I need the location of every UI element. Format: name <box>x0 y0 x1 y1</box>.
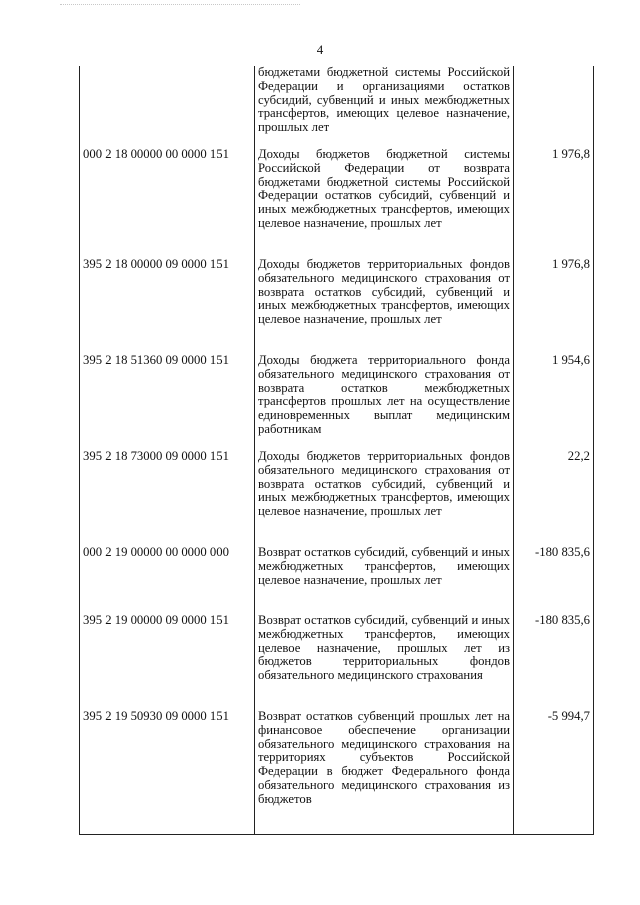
revenue-name-cell: Возврат остатков субвенций прошлых лет на финансовое обеспечение организации обязательного медицинского страхования на территориях субъектов Российской Федерации в бюджет Федерального фонда обязательного медицинского страхования из бюджетов <box>255 710 514 834</box>
scan-artifact-line <box>60 4 300 6</box>
amount-cell: 22,2 <box>514 450 594 546</box>
budget-code-cell: 395 2 18 51360 09 0000 151 <box>80 354 255 450</box>
revenue-name-cell: бюджетами бюджетной системы Российской Федерации и организациями остатков субсидий, субвенций и иных межбюджетных трансфертов, имеющих целевое назначение, прошлых лет <box>255 66 514 148</box>
table-row <box>80 614 594 710</box>
page-number: 4 <box>316 42 324 57</box>
revenue-name-cell: Доходы бюджетов территориальных фондов обязательного медицинского страхования от возврата остатков субсидий, субвенций и иных межбюджетных трансфертов, имеющих целевое назначение, прошлых лет <box>255 450 514 546</box>
budget-code-cell: 395 2 18 00000 09 0000 151 <box>80 258 255 354</box>
revenue-name-cell: Возврат остатков субсидий, субвенций и иных межбюджетных трансфертов, имеющих целевое назначение, прошлых лет <box>255 546 514 614</box>
budget-code-cell <box>80 66 255 148</box>
budget-code-cell: 395 2 19 50930 09 0000 151 <box>80 710 255 834</box>
table-row <box>80 258 594 354</box>
amount-cell <box>514 66 594 148</box>
revenue-name-cell: Доходы бюджетов территориальных фондов обязательного медицинского страхования от возврата остатков субсидий, субвенций и иных межбюджетных трансфертов, имеющих целевое назначение, прошлых лет <box>255 258 514 354</box>
amount-cell: 1 954,6 <box>514 354 594 450</box>
revenue-name-cell: Возврат остатков субсидий, субвенций и иных межбюджетных трансфертов, имеющих целевое назначение, прошлых лет из бюджетов территориальных фондов обязательного медицинского страхования <box>255 614 514 710</box>
revenue-name-cell: Доходы бюджетов бюджетной системы Российской Федерации от возврата бюджетами бюджетной системы Российской Федерации остатков субсидий, субвенций и иных межбюджетных трансфертов, имеющих целевое назначение, прошлых лет <box>255 148 514 258</box>
table-row <box>80 450 594 546</box>
amount-cell: -5 994,7 <box>514 710 594 834</box>
table-row <box>80 66 594 148</box>
table-row <box>80 354 594 450</box>
table-row <box>80 546 594 614</box>
budget-code-cell: 000 2 19 00000 00 0000 000 <box>80 546 255 614</box>
amount-cell: -180 835,6 <box>514 614 594 710</box>
amount-cell: -180 835,6 <box>514 546 594 614</box>
table-row <box>80 710 594 834</box>
revenue-name-cell: Доходы бюджета территориального фонда обязательного медицинского страхования от возврата остатков межбюджетных трансфертов прошлых лет на осуществление единовременных выплат медицинским работникам <box>255 354 514 450</box>
amount-cell: 1 976,8 <box>514 258 594 354</box>
budget-code-cell: 395 2 19 00000 09 0000 151 <box>80 614 255 710</box>
budget-code-cell: 395 2 18 73000 09 0000 151 <box>80 450 255 546</box>
table-row <box>80 148 594 258</box>
budget-revenue-table <box>79 66 594 835</box>
amount-cell: 1 976,8 <box>514 148 594 258</box>
budget-code-cell: 000 2 18 00000 00 0000 151 <box>80 148 255 258</box>
